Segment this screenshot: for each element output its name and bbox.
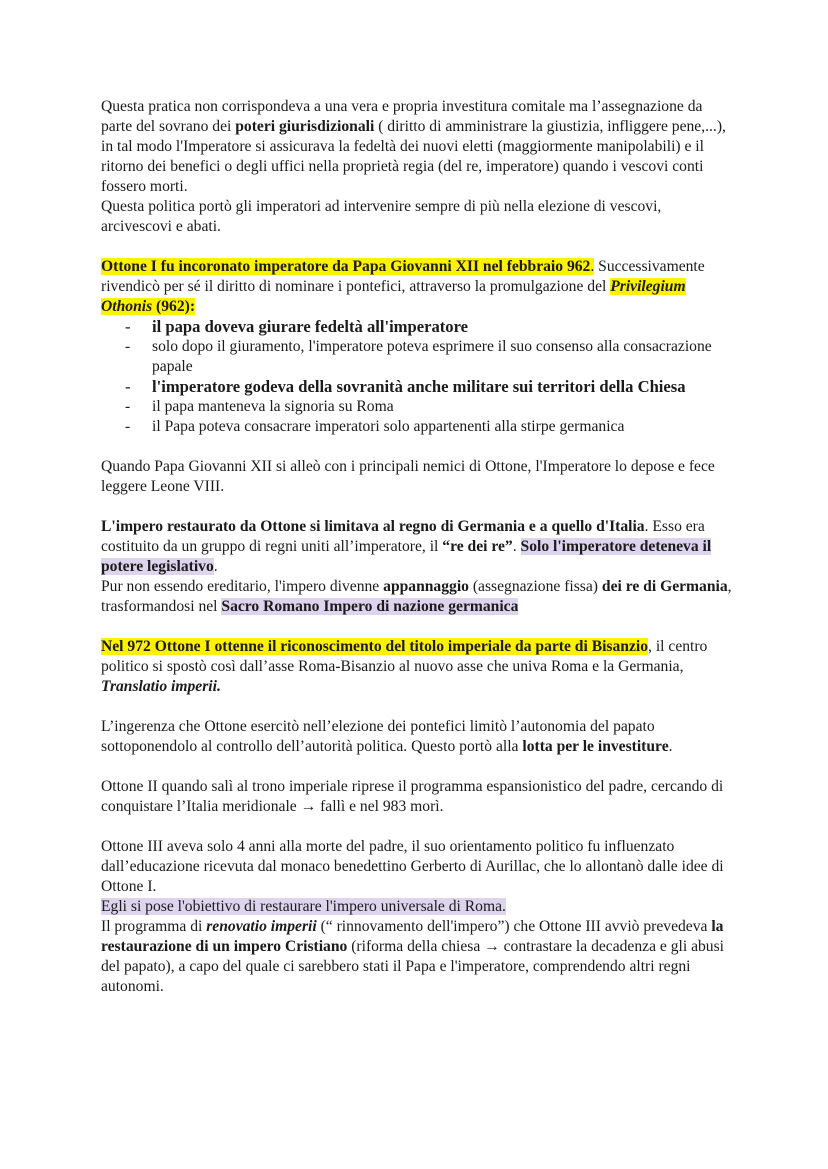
paragraph-spacer xyxy=(101,817,736,837)
list-item-text: il papa manteneva la signoria su Roma xyxy=(152,398,394,415)
text-run: renovatio imperii xyxy=(206,918,317,935)
paragraph-spacer xyxy=(101,697,736,717)
list-item-text: il papa doveva giurare fedeltà all'imperatore xyxy=(152,317,469,336)
paragraph-spacer xyxy=(101,497,736,517)
list-marker: - xyxy=(125,338,131,355)
text-run: Ottone III aveva solo 4 anni alla morte del padre, il suo orientamento politico fu influenzato dall’educazione ricevuta dal monaco benedettino Gerberto di Aurillac, che lo allontanò dalle idee di Ottone I. xyxy=(101,838,724,895)
text-run: (riforma della chiesa → contrastare la decadenza e gli abusi del papato), a capo del quale ci sarebbero stati il Papa e l'imperatore, comprendendo altri regni autonomi. xyxy=(101,938,724,995)
text-run: L’ingerenza che Ottone esercitò nell’elezione dei pontefici limitò l’autonomia del papato sottoponendolo al controllo dell’autorità politica. Questo portò alla xyxy=(101,718,655,755)
text-run: (“ rinnovamento dell'impero”) che Ottone III avviò prevedeva xyxy=(316,918,712,935)
paragraph-spacer xyxy=(101,437,736,457)
text-run: Solo l'imperatore deteneva il potere legislativo xyxy=(101,538,712,575)
paragraph-p1 xyxy=(101,97,736,197)
text-run: (962): xyxy=(152,298,196,315)
paragraph-p10 xyxy=(101,837,736,897)
text-run: Il programma di xyxy=(101,918,207,935)
text-run: . xyxy=(668,738,673,755)
text-block-top xyxy=(101,97,736,317)
paragraph-p2 xyxy=(101,197,736,237)
text-run: , trasformandosi nel xyxy=(101,578,732,615)
list-item xyxy=(101,417,736,437)
list-marker: - xyxy=(125,418,131,435)
text-run: Nel 972 Ottone I ottenne il riconoscimento del titolo imperiale da parte di Bisanzio xyxy=(101,638,649,655)
list-marker: - xyxy=(125,377,131,396)
text-run: . Esso era costituito da un gruppo di regni uniti all’imperatore, il xyxy=(101,518,705,555)
list-item xyxy=(101,397,736,417)
text-run: la restaurazione di un impero Cristiano xyxy=(101,918,724,955)
list-item xyxy=(101,317,736,337)
text-run: . xyxy=(512,538,521,555)
privilegium-othonis-list xyxy=(101,317,736,437)
text-run: Egli si pose l'obiettivo di restaurare l'impero universale di Roma. xyxy=(101,898,506,915)
paragraph-p8 xyxy=(101,717,736,757)
text-run: poteri giurisdizionali xyxy=(235,118,375,135)
text-run: dei re di Germania xyxy=(601,578,728,595)
text-run: ( diritto di amministrare la giustizia, infliggere pene,...), in tal modo l'Imperatore si assicurava la fedeltà dei nuovi eletti (maggiormente manipolabili) e il ritorno dei benefici o degli uffici nella proprietà regia (del re, imperatore) quando i vescovi conti fossero morti. xyxy=(101,118,726,195)
text-run: “re dei re” xyxy=(442,538,513,555)
paragraph-p3 xyxy=(101,257,736,317)
text-run: . xyxy=(213,558,218,575)
paragraph-p9 xyxy=(101,777,736,817)
paragraph-spacer xyxy=(101,757,736,777)
text-run: Translatio imperii. xyxy=(101,678,221,695)
text-run: Quando Papa Giovanni XII si alleò con i principali nemici di Ottone, l'Imperatore lo depose e fece leggere Leone VIII. xyxy=(101,458,715,495)
list-item xyxy=(101,337,736,377)
paragraph-p4 xyxy=(101,457,736,497)
text-run: (assegnazione fissa) xyxy=(468,578,602,595)
list-item-text: il Papa poteva consacrare imperatori solo appartenenti alla stirpe germanica xyxy=(152,418,625,435)
text-run: L'impero restaurato da Ottone si limitava al regno di Germania e a quello d'Italia xyxy=(101,518,645,535)
list-item-text: l'imperatore godeva della sovranità anche militare sui territori della Chiesa xyxy=(152,377,686,396)
text-run: Successivamente rivendicò per sé il diritto di nominare i pontefici, attraverso la promulgazione del xyxy=(101,258,705,295)
paragraph-p7 xyxy=(101,637,736,697)
paragraph-p12 xyxy=(101,917,736,997)
paragraph-spacer xyxy=(101,617,736,637)
text-run: lotta per le investiture xyxy=(522,738,669,755)
paragraph-p5 xyxy=(101,517,736,577)
text-run: Ottone II quando salì al trono imperiale riprese il programma espansionistico del padre, cercando di conquistare l’Italia meridionale → fallì e nel 983 morì. xyxy=(101,778,724,815)
text-run: Questa pratica non corrispondeva a una vera e propria investitura comitale ma l’assegnazione da parte del sovrano dei xyxy=(101,98,703,135)
text-run: Pur non essendo ereditario, l'impero divenne xyxy=(101,578,384,595)
text-run: appannaggio xyxy=(383,578,469,595)
paragraph-spacer xyxy=(101,237,736,257)
text-run: . xyxy=(590,258,595,275)
list-marker: - xyxy=(125,398,131,415)
paragraph-p11 xyxy=(101,897,736,917)
text-run: Sacro Romano Impero di nazione germanica xyxy=(221,598,519,615)
text-block-bottom xyxy=(101,437,736,997)
paragraph-p6 xyxy=(101,577,736,617)
text-run: Ottone I fu incoronato imperatore da Papa Giovanni XII nel febbraio 962 xyxy=(101,258,591,275)
list-item-text: solo dopo il giuramento, l'imperatore poteva esprimere il suo consenso alla consacrazione papale xyxy=(152,338,712,375)
text-run: Privilegium Othonis xyxy=(101,278,686,315)
list-item xyxy=(101,377,736,397)
text-run: , il centro politico si spostò così dall’asse Roma-Bisanzio al nuovo asse che univa Roma e la Germania, xyxy=(101,638,708,675)
text-run: Questa politica portò gli imperatori ad intervenire sempre di più nella elezione di vescovi, arcivescovi e abati. xyxy=(101,198,662,235)
list-marker: - xyxy=(125,317,131,336)
